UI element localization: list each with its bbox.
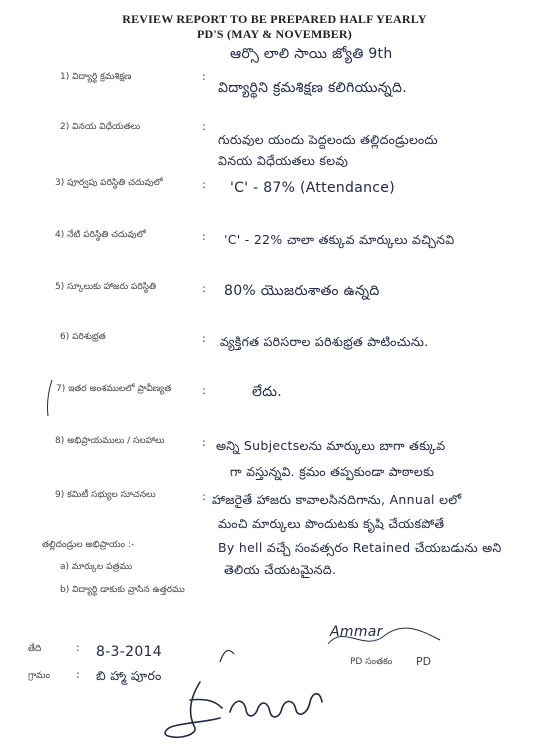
label-marks-sheet: a) మార్కుల పత్రము bbox=[60, 562, 133, 572]
pd-signature: Ammar bbox=[330, 624, 383, 640]
value-other-skills: లేదు. bbox=[252, 384, 283, 400]
value-obedience-line1: గురువుల యందు పెద్దలందు తల్లిదండ్రులందు bbox=[218, 132, 438, 147]
value-date: 8-3-2014 bbox=[96, 644, 162, 660]
value-attendance: 80% యొజరుశాతం ఉన్నది bbox=[224, 283, 380, 299]
student-name: ఆర్సొ లాలి సాయి జ్యోతి 9th bbox=[230, 46, 393, 62]
label-other-skills: 7) ఇతర అంశములలో ప్రావీణ్యత bbox=[56, 384, 172, 394]
label-previous-status: 3) పూర్వపు పరిస్థితి చదువులో bbox=[55, 178, 163, 188]
pd-suffix-label: PD bbox=[416, 655, 432, 668]
value-opinions-line1: అన్ని Subjectsలను మార్కులు బాగా తక్కువ bbox=[216, 438, 446, 453]
value-opinions-line2: గా వస్తున్నవి. క్రమం తప్పకుండా పాఠాలకు bbox=[230, 464, 435, 479]
value-suggestions-line4: తెలియ చేయటమైనది. bbox=[224, 562, 337, 577]
pd-signature-caption: PD సంతకం bbox=[350, 657, 393, 667]
value-suggestions-line1: హాజరైతే హాజరు కావాలసినదిగాను, Annual లలో bbox=[212, 492, 462, 507]
bottom-signature bbox=[160, 668, 360, 742]
label-obedience: 2) వినయ విధేయతలు bbox=[60, 122, 141, 132]
pen-stroke-mark bbox=[44, 378, 54, 418]
label-date: తేది bbox=[28, 644, 42, 654]
value-current-status: 'C' - 22% చాలా తక్కువ మార్కులు వచ్చినవి bbox=[224, 232, 455, 247]
label-current-status: 4) నేటి పరిస్థితి చదువులో bbox=[55, 230, 146, 240]
label-opinions: 8) అభిప్రాయములు / సలహాలు bbox=[55, 436, 165, 446]
value-cleanliness: వ్యక్తిగత పరిసరాల పరిశుభ్రత పాటించును. bbox=[220, 334, 429, 349]
label-committee-suggestions: 9) కమిటీ సభ్యుల సూచనలు bbox=[55, 490, 156, 500]
label-cleanliness: 6) పరిశుభ్రత bbox=[60, 332, 106, 342]
label-student-letter: b) విద్యార్థి డాకుకు వ్రాసిన ఉత్తరము bbox=[60, 585, 185, 595]
value-suggestions-line3: By hell వచ్చే సంవత్సరం Retained చేయబడును అని bbox=[218, 540, 502, 555]
label-attendance: 5) స్కూలుకు హాజరు పరిస్థితి bbox=[55, 282, 157, 292]
value-place: బి హ్మా పూరం bbox=[96, 668, 162, 683]
value-previous-status: 'C' - 87% (Attendance) bbox=[230, 180, 395, 196]
value-obedience-line2: వినయ విధేయతలు కలవు bbox=[218, 153, 349, 168]
pen-mark bbox=[218, 642, 238, 666]
review-report-page: REVIEW REPORT TO BE PREPARED HALF YEARLY PD'S (MAY & NOVEMBER) ఆర్సొ లాలి సాయి జ్యోతి 9th 1) విద్యార్థి క్రమశిక్షణ : విద్యార్థిని క్రమశిక్షణ కలిగియున్నది. 2) వినయ విధేయతలు : గురువుల యందు పెద్దలందు తల్లిదండ్రులందు వినయ విధేయతలు కలవు 3) పూర్వపు పరిస్థితి చదువులో : 'C' - 87% (Attendance) 4) నేటి పరిస్థితి చదువులో : 'C' - 22% చాలా తక్కువ మార్కులు వచ్చినవి 5) స్కూలుకు హాజరు పరిస్థితి : 80% యొజరుశాతం ఉన్నది 6) పరిశుభ్రత : వ్యక్తిగత పరిసరాల పరిశుభ్రత పాటించును. 7) ఇతర అంశములలో ప్రావీణ్యత : లేదు. 8) అభిప్రాయములు / సలహాలు : అన్ని Subjectsలను మార్కులు బాగా తక్కువ గా వస్తున్నవి. క్రమం తప్పకుండా పాఠాలకు 9) కమిటీ సభ్యుల సూచనలు : హాజరైతే హాజరు కావాలసినదిగాను, Annual లలో మంచి మార్కులు పొందుటకు కృషి చేయకపోతే By hell వచ్చే సంవత్సరం Retained చేయబడును అని తెలియ చేయటమైనది. తల్లిదండ్రుల అభిప్రాయం :- a) మార్కుల పత్రము b) విద్యార్థి డాకుకు వ్రాసిన ఉత్తరము తేది : 8-3-2014 గ్రామం : బి హ్మా పూరం Ammar PD సంతకం PD bbox=[0, 0, 549, 749]
value-suggestions-line2: మంచి మార్కులు పొందుటకు కృషి చేయకపోతే bbox=[218, 516, 445, 531]
label-place: గ్రామం bbox=[28, 671, 51, 681]
pd-signature-flourish bbox=[324, 622, 444, 656]
label-parents-opinion: తల్లిదండ్రుల అభిప్రాయం :- bbox=[42, 540, 135, 550]
report-subtitle: PD'S (MAY & NOVEMBER) bbox=[197, 27, 352, 41]
value-discipline: విద్యార్థిని క్రమశిక్షణ కలిగియున్నది. bbox=[218, 80, 407, 96]
report-title: REVIEW REPORT TO BE PREPARED HALF YEARLY bbox=[122, 12, 427, 26]
label-discipline: 1) విద్యార్థి క్రమశిక్షణ bbox=[60, 72, 132, 82]
